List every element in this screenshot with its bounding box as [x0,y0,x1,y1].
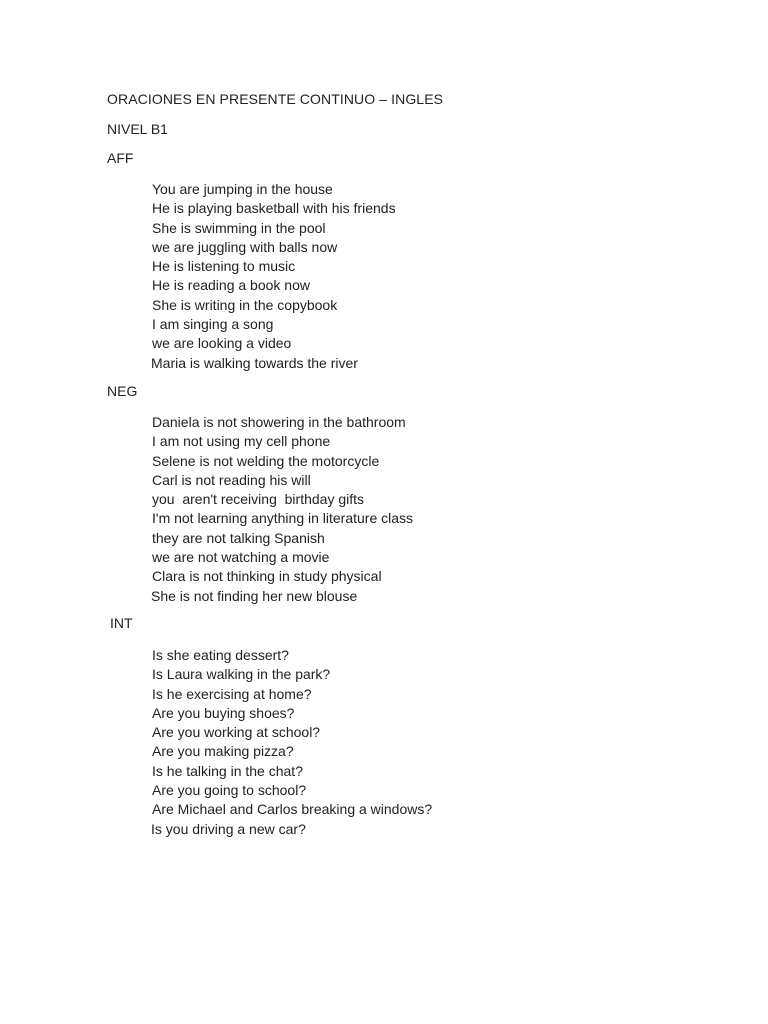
item-text: Is he exercising at home? [152,685,312,702]
item-text: She is swimming in the pool [152,219,326,236]
item-text: Clara is not thinking in study physical [152,568,382,585]
item-text: Are you going to school? [152,782,307,799]
item-text: you aren't receiving birthday gifts [152,491,365,508]
item-text: we are not watching a movie [152,549,330,566]
item-text: He is listening to music [152,258,296,275]
item-text: Is you driving a new car? [151,820,306,837]
item-text: She is not finding her new blouse [151,587,358,604]
document-title: ORACIONES EN PRESENTE CONTINUO – INGLES [107,91,444,107]
item-text: Are you buying shoes? [152,704,295,721]
item-text: we are looking a video [152,335,292,352]
item-text: Are Michael and Carlos breaking a windows? [152,801,433,818]
item-text: Is Laura walking in the park? [152,666,331,683]
item-text: they are not talking Spanish [152,529,325,546]
item-text: Daniela is not showering in the bathroom [152,414,406,430]
item-text: I am singing a song [152,316,274,333]
item-text: You are jumping in the house [152,181,333,197]
section-heading-neg: NEG [107,383,138,399]
section-heading-aff: AFF [107,150,134,166]
item-text: I'm not learning anything in literature class [152,510,414,527]
item-text: He is playing basketball with his friends [152,200,396,217]
item-text: Carl is not reading his will [152,471,311,488]
section-heading-int: INT [110,615,133,631]
item-text: Is he talking in the chat? [152,762,303,779]
item-text: Are you working at school? [152,724,321,741]
item-text: Is she eating dessert? [152,647,289,663]
item-text: Selene is not welding the motorcycle [152,452,380,469]
document-level: NIVEL B1 [107,121,168,137]
item-text: Are you making pizza? [152,743,294,760]
item-text: Maria is walking towards the river [151,354,358,371]
item-text: I am not using my cell phone [152,433,331,450]
item-text: She is writing in the copybook [152,296,338,313]
item-text: He is reading a book now [152,277,310,294]
item-text: we are juggling with balls now [152,238,338,255]
